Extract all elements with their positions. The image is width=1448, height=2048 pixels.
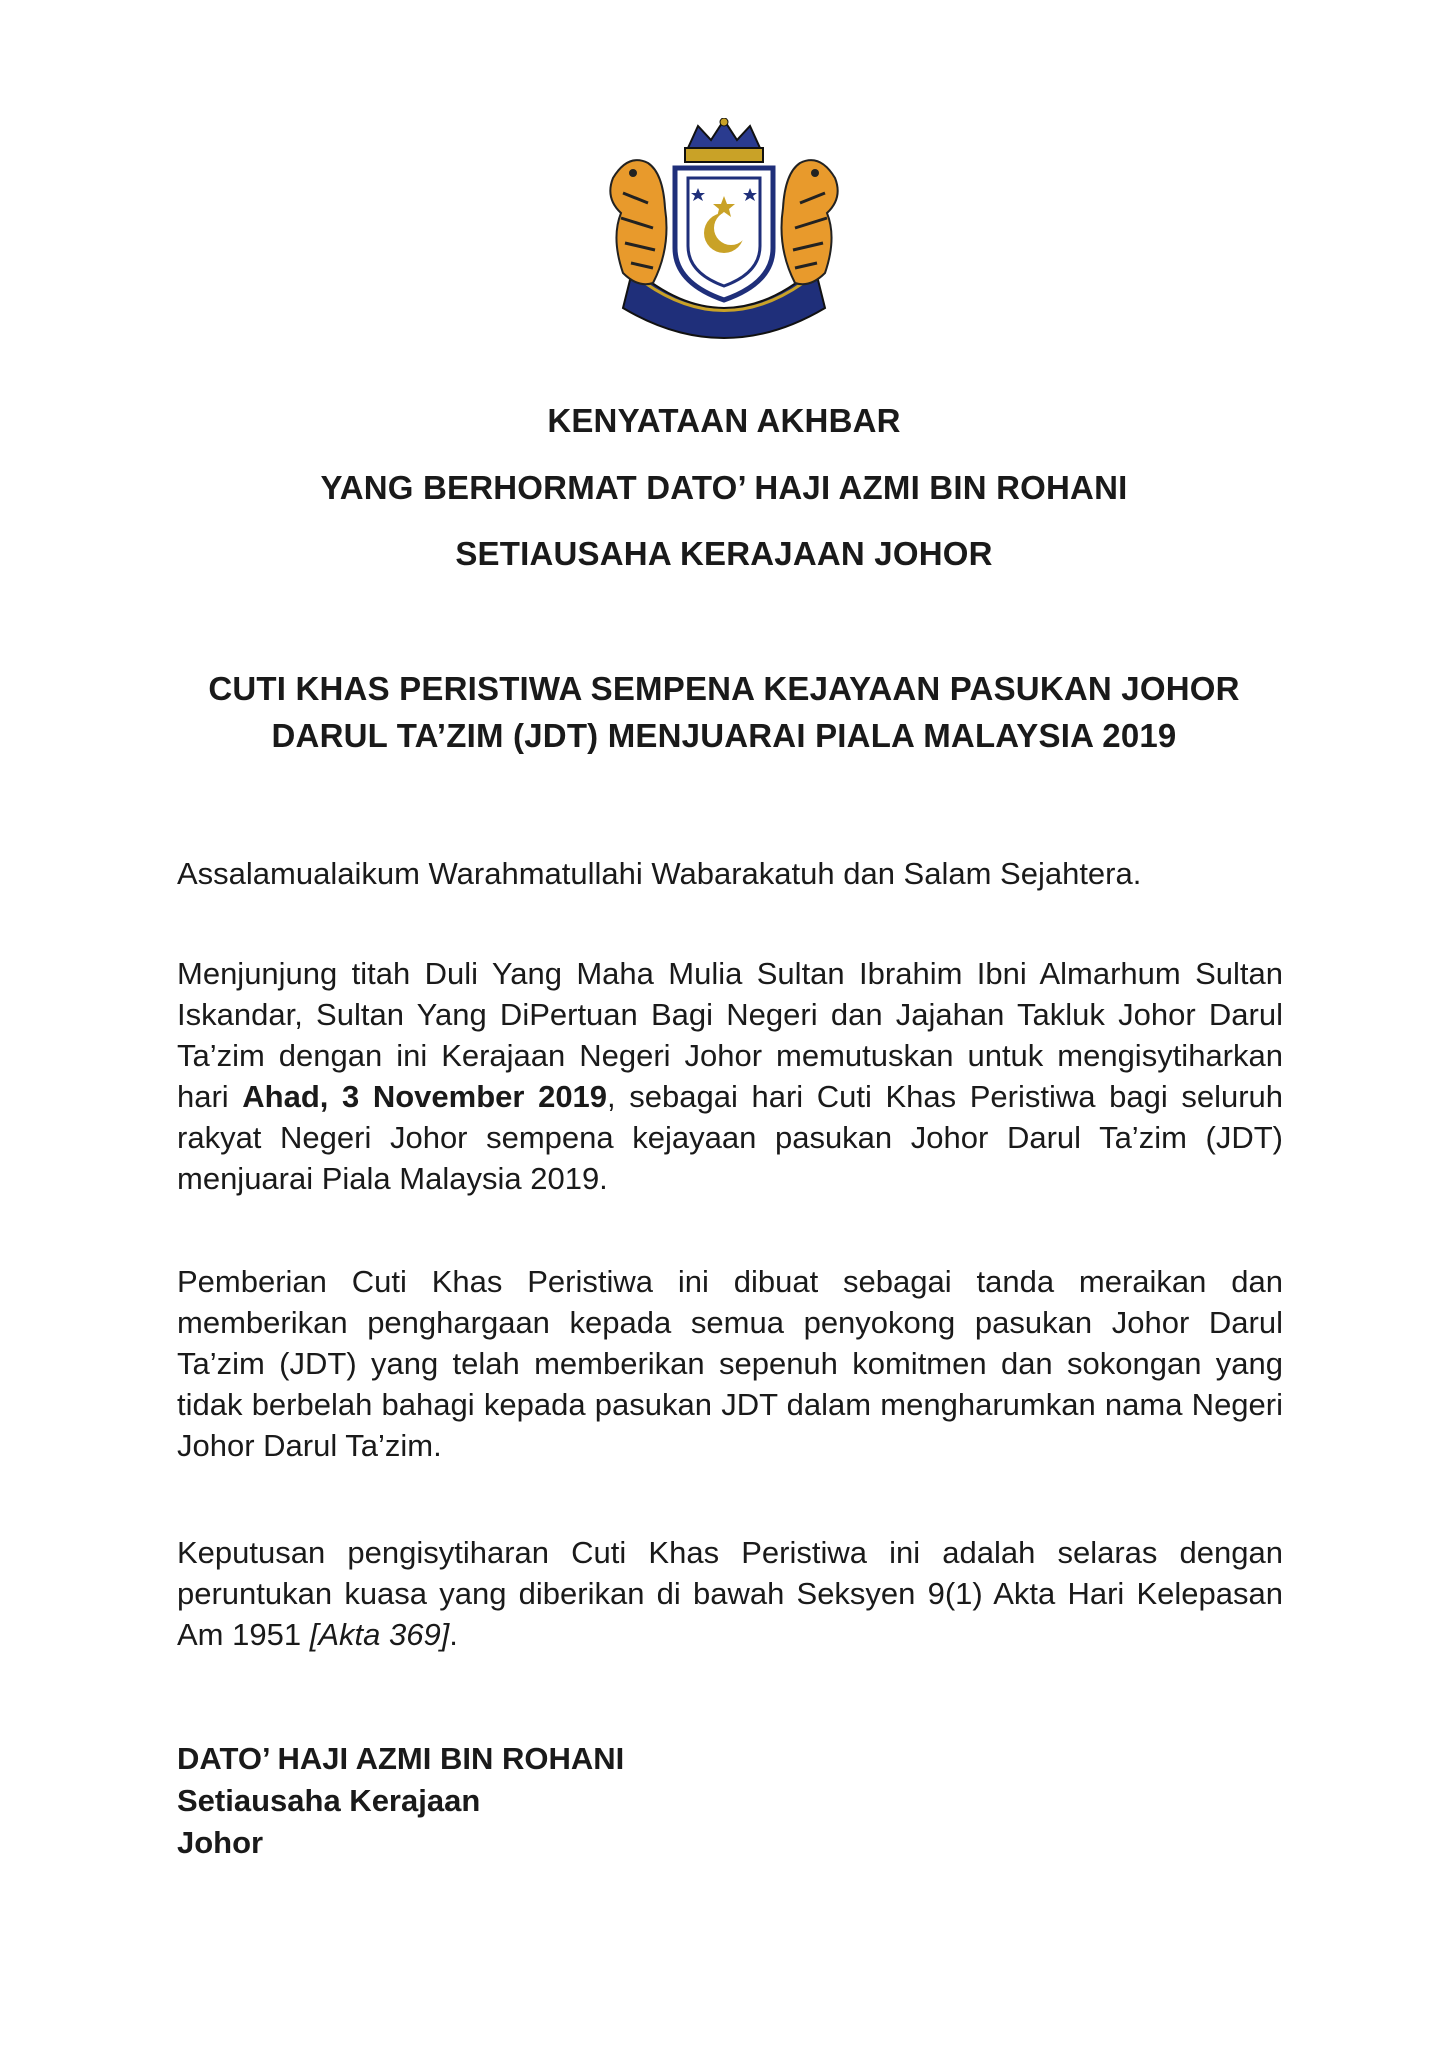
holiday-date: Ahad, 3 November 2019 [242,1079,608,1114]
statement-title-line-1: CUTI KHAS PERISTIWA SEMPENA KEJAYAAN PASUKAN JOHOR [208,670,1240,707]
paragraph-3-text-b: . [449,1617,458,1652]
greeting: Assalamualaikum Warahmatullahi Wabarakatuh dan Salam Sejahtera. [177,856,1142,891]
press-release-label: KENYATAAN AKHBAR [547,402,901,439]
official-name: YANG BERHORMAT DATO’ HAJI AZMI BIN ROHANI [320,469,1128,506]
johor-crest-icon [593,118,855,340]
signatory-state: Johor [177,1825,264,1860]
paragraph-2: Pemberian Cuti Khas Peristiwa ini dibuat sebagai tanda meraikan dan memberikan penghargaan kepada semua penyokong pasukan Johor Darul Ta’zim (JDT) yang telah memberikan sepenuh komitmen dan sokongan yang tidak berbelah bahagi kepada pasukan JDT dalam mengharumkan nama Negeri Johor Darul Ta’zim. [177,1264,1283,1463]
paragraph-1 [177,953,1283,1199]
paragraph-1-text-a: Menjunjung titah Duli Yang Maha Mulia Sultan Ibrahim Ibni Almarhum Sultan Iskandar, Sultan Yang DiPertuan Bagi Negeri dan Jajahan Takluk Johor Darul Ta’zim dengan ini Kerajaan Negeri Johor memutuskan untuk mengisytiharkan hari [177,956,1283,1114]
signatory-name: DATO’ HAJI AZMI BIN ROHANI [177,1741,625,1776]
official-position: SETIAUSAHA KERAJAAN JOHOR [455,535,993,572]
paragraph-1-text-b: , sebagai hari Cuti Khas Peristiwa bagi seluruh rakyat Negeri Johor sempena kejayaan pasukan Johor Darul Ta’zim (JDT) menjuarai Piala Malaysia 2019. [177,1079,1283,1196]
signatory-position: Setiausaha Kerajaan [177,1783,481,1818]
paragraph-3-text-a: Keputusan pengisytiharan Cuti Khas Peristiwa ini adalah selaras dengan peruntukan kuasa yang diberikan di bawah Seksyen 9(1) Akta Hari Kelepasan Am 1951 [177,1535,1283,1652]
statement-title-line-2: DARUL TA’ZIM (JDT) MENJUARAI PIALA MALAYSIA 2019 [271,717,1177,754]
signature-block [177,1738,624,1864]
paragraph-3 [177,1532,1283,1655]
act-reference: [Akta 369] [309,1617,450,1652]
